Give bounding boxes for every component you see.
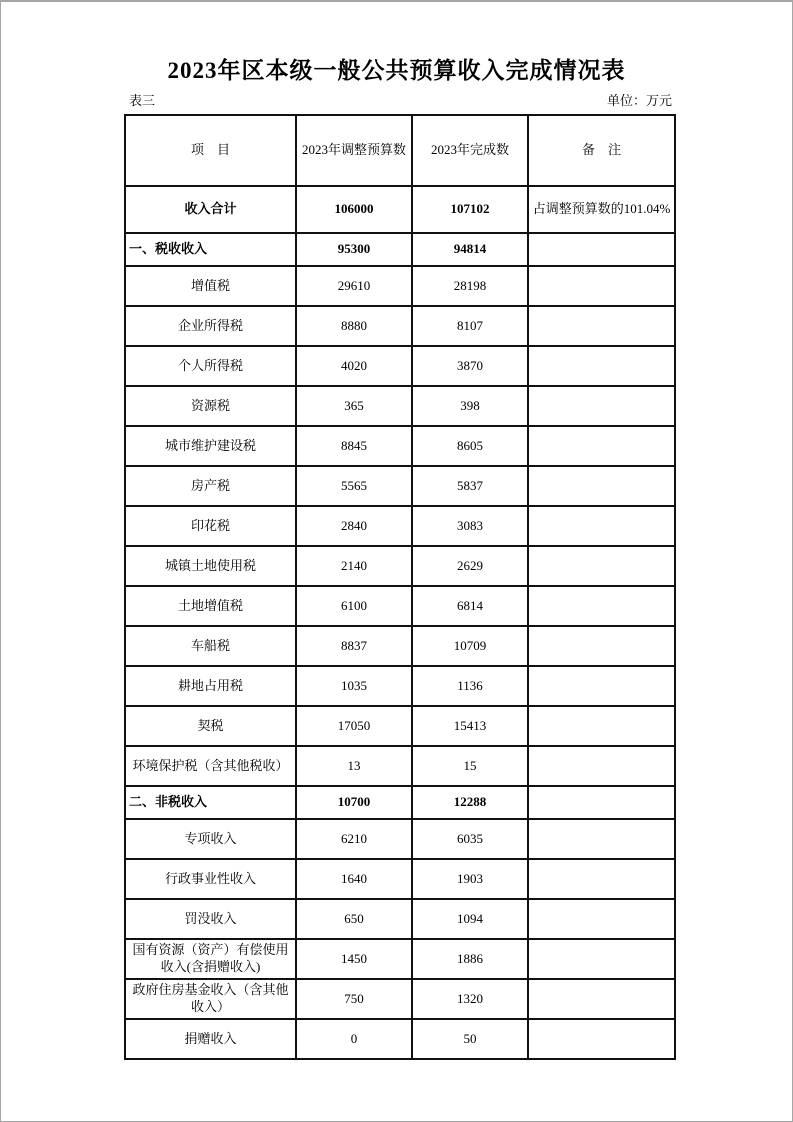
cell-note [528, 939, 675, 979]
cell-budget: 650 [296, 899, 412, 939]
cell-budget: 1640 [296, 859, 412, 899]
table-header [125, 115, 675, 186]
cell-note [528, 386, 675, 426]
unit-label: 单位：万元 [606, 93, 672, 108]
cell-budget: 2140 [296, 546, 412, 586]
cell-item: 城市维护建设税 [125, 426, 296, 466]
table-body [125, 186, 675, 1059]
cell-note [528, 466, 675, 506]
table-row [125, 266, 675, 306]
cell-note [528, 1019, 675, 1059]
cell-item: 二、非税收入 [125, 786, 296, 819]
table-row [125, 586, 675, 626]
table-row [125, 186, 675, 233]
cell-note: 占调整预算数的101.04% [528, 186, 675, 233]
cell-budget: 6100 [296, 586, 412, 626]
cell-budget: 8837 [296, 626, 412, 666]
cell-budget: 8880 [296, 306, 412, 346]
cell-budget: 0 [296, 1019, 412, 1059]
cell-item: 城镇土地使用税 [125, 546, 296, 586]
cell-note [528, 979, 675, 1019]
cell-budget: 2840 [296, 506, 412, 546]
table-row [125, 666, 675, 706]
cell-note [528, 819, 675, 859]
table-row [125, 386, 675, 426]
cell-note [528, 426, 675, 466]
page-title: 2023年区本级一般公共预算收入完成情况表 [167, 58, 626, 83]
cell-item: 一、税收收入 [125, 233, 296, 266]
cell-item: 资源税 [125, 386, 296, 426]
cell-note [528, 266, 675, 306]
table-number-label: 表三 [129, 93, 156, 108]
table-row [125, 706, 675, 746]
cell-budget: 750 [296, 979, 412, 1019]
cell-actual: 107102 [412, 186, 528, 233]
cell-note [528, 346, 675, 386]
table-row [125, 233, 675, 266]
cell-budget: 95300 [296, 233, 412, 266]
cell-item: 企业所得税 [125, 306, 296, 346]
cell-note [528, 666, 675, 706]
cell-item: 国有资源（资产）有偿使用收入(含捐赠收入) [125, 939, 296, 979]
cell-budget: 4020 [296, 346, 412, 386]
cell-actual: 398 [412, 386, 528, 426]
cell-item: 行政事业性收入 [125, 859, 296, 899]
table-row [125, 1019, 675, 1059]
cell-note [528, 306, 675, 346]
table-row [125, 746, 675, 786]
cell-budget: 8845 [296, 426, 412, 466]
cell-budget: 365 [296, 386, 412, 426]
cell-item: 增值税 [125, 266, 296, 306]
table-row [125, 306, 675, 346]
cell-actual: 6035 [412, 819, 528, 859]
cell-note [528, 859, 675, 899]
cell-actual: 94814 [412, 233, 528, 266]
table-row [125, 939, 675, 979]
cell-actual: 1320 [412, 979, 528, 1019]
cell-actual: 50 [412, 1019, 528, 1059]
cell-budget: 10700 [296, 786, 412, 819]
cell-item: 罚没收入 [125, 899, 296, 939]
cell-actual: 1136 [412, 666, 528, 706]
table-row [125, 426, 675, 466]
cell-note [528, 233, 675, 266]
cell-actual: 28198 [412, 266, 528, 306]
cell-budget: 1450 [296, 939, 412, 979]
cell-actual: 1886 [412, 939, 528, 979]
cell-actual: 12288 [412, 786, 528, 819]
table-row [125, 859, 675, 899]
cell-actual: 1903 [412, 859, 528, 899]
cell-note [528, 706, 675, 746]
column-header-budget: 2023年调整预算数 [296, 115, 412, 186]
cell-item: 捐赠收入 [125, 1019, 296, 1059]
cell-note [528, 626, 675, 666]
cell-item: 土地增值税 [125, 586, 296, 626]
cell-note [528, 786, 675, 819]
cell-budget: 13 [296, 746, 412, 786]
cell-item: 房产税 [125, 466, 296, 506]
cell-note [528, 746, 675, 786]
cell-actual: 15 [412, 746, 528, 786]
cell-item: 耕地占用税 [125, 666, 296, 706]
cell-item: 车船税 [125, 626, 296, 666]
cell-actual: 15413 [412, 706, 528, 746]
table-row [125, 819, 675, 859]
table-row [125, 626, 675, 666]
cell-note [528, 586, 675, 626]
cell-actual: 3083 [412, 506, 528, 546]
cell-item: 专项收入 [125, 819, 296, 859]
table-row [125, 346, 675, 386]
cell-budget: 6210 [296, 819, 412, 859]
cell-actual: 5837 [412, 466, 528, 506]
cell-budget: 17050 [296, 706, 412, 746]
budget-revenue-table [124, 114, 676, 1060]
cell-item: 契税 [125, 706, 296, 746]
cell-item: 印花税 [125, 506, 296, 546]
cell-actual: 6814 [412, 586, 528, 626]
cell-note [528, 506, 675, 546]
table-row [125, 506, 675, 546]
table-row [125, 466, 675, 506]
cell-actual: 3870 [412, 346, 528, 386]
table-row [125, 899, 675, 939]
table-header-row [125, 115, 675, 186]
cell-note [528, 899, 675, 939]
cell-budget: 29610 [296, 266, 412, 306]
cell-budget: 5565 [296, 466, 412, 506]
column-header-actual: 2023年完成数 [412, 115, 528, 186]
cell-item: 政府住房基金收入（含其他收入） [125, 979, 296, 1019]
table-row [125, 546, 675, 586]
cell-budget: 1035 [296, 666, 412, 706]
cell-item: 个人所得税 [125, 346, 296, 386]
table-row [125, 979, 675, 1019]
cell-item: 收入合计 [125, 186, 296, 233]
column-header-item: 项 目 [125, 115, 296, 186]
cell-actual: 8605 [412, 426, 528, 466]
cell-actual: 1094 [412, 899, 528, 939]
cell-note [528, 546, 675, 586]
column-header-note: 备 注 [528, 115, 675, 186]
cell-actual: 2629 [412, 546, 528, 586]
cell-actual: 8107 [412, 306, 528, 346]
cell-actual: 10709 [412, 626, 528, 666]
cell-item: 环境保护税（含其他税收） [125, 746, 296, 786]
cell-budget: 106000 [296, 186, 412, 233]
table-row [125, 786, 675, 819]
